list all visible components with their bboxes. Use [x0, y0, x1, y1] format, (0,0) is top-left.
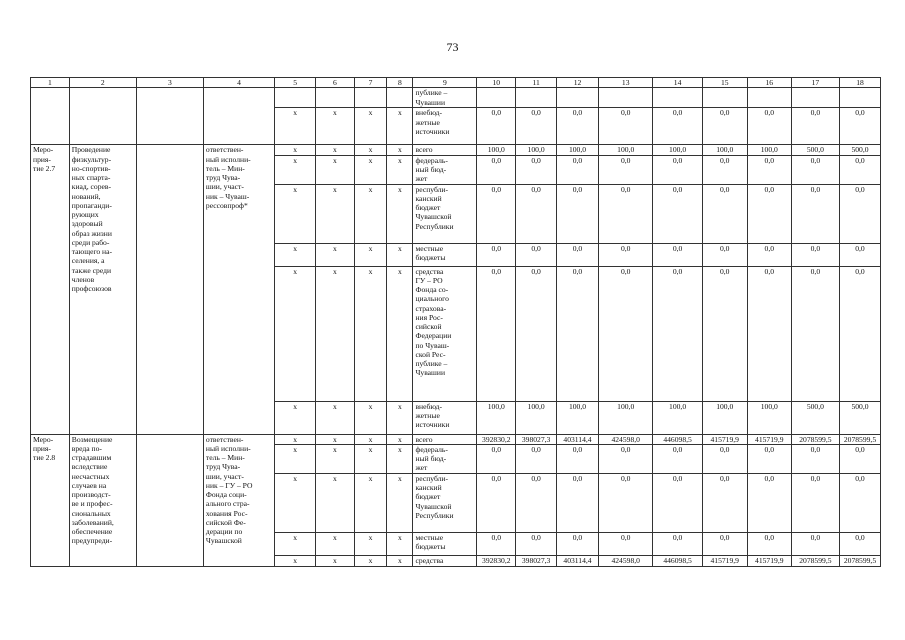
amount-cell: 500,0	[839, 401, 880, 434]
amount-cell: 0,0	[791, 184, 839, 243]
amount-cell: 0,0	[477, 266, 516, 401]
funding-source: федераль- ный бюд- жет	[413, 155, 477, 184]
amount-cell: 0,0	[653, 444, 702, 473]
funding-source: местные бюджеты	[413, 243, 477, 266]
code-cell: x	[387, 444, 413, 473]
amount-cell: 398027,3	[516, 555, 557, 566]
column-number: 14	[653, 78, 702, 88]
amount-cell: 0,0	[702, 184, 747, 243]
code-cell	[354, 88, 386, 108]
amount-cell: 0,0	[557, 155, 599, 184]
amount-cell: 2078599,5	[791, 434, 839, 444]
amount-cell: 0,0	[747, 444, 791, 473]
amount-cell: 0,0	[791, 155, 839, 184]
code-cell	[387, 88, 413, 108]
code-cell: x	[275, 555, 316, 566]
amount-cell: 2078599,5	[839, 434, 880, 444]
amount-cell: 0,0	[516, 444, 557, 473]
code-cell: x	[316, 243, 355, 266]
code-cell: x	[354, 473, 386, 532]
column-number: 10	[477, 78, 516, 88]
amount-cell: 424598,0	[598, 555, 653, 566]
code-cell	[275, 88, 316, 108]
code-cell: x	[354, 401, 386, 434]
funding-source: средства ГУ – РО Фонда со- циального страхова- ния Рос- сийской Федерации по Чуваш- ской Рес- публике – Чувашии	[413, 266, 477, 401]
measure-executor	[203, 88, 274, 145]
amount-cell: 500,0	[791, 145, 839, 155]
code-cell: x	[316, 184, 355, 243]
measure-name	[69, 88, 136, 145]
measure-name: Проведение физкультур- но-спортив- ных спарта- киад, сорев- нований, пропаганди- рующих здоровый образ жизни среди рабо- тающего на- селения, а также среди членов профсоюзов	[69, 145, 136, 434]
measure-executor: ответствен- ный исполни- тель – Мин- труд Чува- шии, участ- ник – ГУ – РО Фонда соци- ального стра- хования Рос- сийской Фе- дерации по Чувашской	[203, 434, 274, 566]
amount-cell: 0,0	[702, 108, 747, 145]
column-number: 5	[275, 78, 316, 88]
amount-cell: 0,0	[516, 155, 557, 184]
code-cell: x	[316, 155, 355, 184]
amount-cell: 0,0	[791, 532, 839, 555]
amount-cell: 2078599,5	[791, 555, 839, 566]
amount-cell: 0,0	[747, 155, 791, 184]
code-cell: x	[387, 401, 413, 434]
amount-cell: 0,0	[557, 266, 599, 401]
code-cell: x	[275, 266, 316, 401]
amount-cell: 0,0	[516, 184, 557, 243]
amount-cell: 100,0	[598, 401, 653, 434]
amount-cell	[598, 88, 653, 108]
column-number: 17	[791, 78, 839, 88]
code-cell: x	[316, 266, 355, 401]
amount-cell: 0,0	[702, 266, 747, 401]
amount-cell: 0,0	[653, 184, 702, 243]
code-cell: x	[275, 155, 316, 184]
amount-cell: 100,0	[653, 401, 702, 434]
code-cell: x	[275, 145, 316, 155]
amount-cell: 0,0	[702, 532, 747, 555]
code-cell: x	[354, 243, 386, 266]
amount-cell: 0,0	[839, 108, 880, 145]
amount-cell: 0,0	[747, 532, 791, 555]
amount-cell: 415719,9	[747, 434, 791, 444]
amount-cell: 403114,4	[557, 555, 599, 566]
amount-cell: 0,0	[477, 532, 516, 555]
code-cell: x	[275, 532, 316, 555]
column-number: 6	[316, 78, 355, 88]
amount-cell	[791, 88, 839, 108]
code-cell: x	[316, 108, 355, 145]
amount-cell: 446098,5	[653, 434, 702, 444]
amount-cell: 0,0	[557, 108, 599, 145]
code-cell: x	[354, 444, 386, 473]
amount-cell: 424598,0	[598, 434, 653, 444]
measure-column-3	[136, 145, 203, 434]
amount-cell: 0,0	[557, 473, 599, 532]
amount-cell: 0,0	[557, 184, 599, 243]
funding-source: всего	[413, 434, 477, 444]
amount-cell	[747, 88, 791, 108]
amount-cell: 392830,2	[477, 555, 516, 566]
amount-cell: 0,0	[653, 532, 702, 555]
amount-cell: 0,0	[653, 155, 702, 184]
amount-cell: 0,0	[702, 243, 747, 266]
code-cell: x	[316, 434, 355, 444]
code-cell: x	[275, 108, 316, 145]
column-number: 3	[136, 78, 203, 88]
amount-cell: 415719,9	[702, 555, 747, 566]
amount-cell: 0,0	[839, 155, 880, 184]
column-number: 4	[203, 78, 274, 88]
amount-cell	[516, 88, 557, 108]
column-number: 18	[839, 78, 880, 88]
page-number: 73	[446, 40, 459, 54]
code-cell: x	[354, 108, 386, 145]
amount-cell: 0,0	[598, 532, 653, 555]
funding-source: всего	[413, 145, 477, 155]
column-number: 8	[387, 78, 413, 88]
amount-cell: 0,0	[598, 155, 653, 184]
amount-cell: 0,0	[516, 108, 557, 145]
measure-column-3	[136, 88, 203, 145]
amount-cell	[653, 88, 702, 108]
code-cell: x	[316, 532, 355, 555]
code-cell: x	[275, 434, 316, 444]
measure-executor: ответствен- ный исполни- тель – Мин- труд Чува- шии, участ- ник – Чуваш- рессовпроф*	[203, 145, 274, 434]
code-cell	[316, 88, 355, 108]
column-number: 16	[747, 78, 791, 88]
measure-code: Меро- прия- тие 2.8	[31, 434, 70, 566]
amount-cell: 0,0	[653, 108, 702, 145]
amount-cell: 0,0	[702, 473, 747, 532]
amount-cell: 0,0	[653, 473, 702, 532]
amount-cell: 100,0	[653, 145, 702, 155]
code-cell: x	[387, 473, 413, 532]
amount-cell: 0,0	[747, 184, 791, 243]
amount-cell	[477, 88, 516, 108]
table-row	[31, 434, 881, 444]
funding-source: внебюд- жетные источники	[413, 108, 477, 145]
amount-cell: 0,0	[598, 266, 653, 401]
amount-cell	[702, 88, 747, 108]
amount-cell: 100,0	[557, 401, 599, 434]
amount-cell: 0,0	[516, 473, 557, 532]
table-row	[31, 145, 881, 155]
amount-cell: 0,0	[839, 473, 880, 532]
code-cell: x	[387, 155, 413, 184]
amount-cell: 0,0	[702, 155, 747, 184]
amount-cell: 0,0	[477, 243, 516, 266]
amount-cell: 500,0	[839, 145, 880, 155]
amount-cell: 0,0	[653, 266, 702, 401]
funding-source: публике – Чувашии	[413, 88, 477, 108]
code-cell: x	[275, 401, 316, 434]
amount-cell: 0,0	[516, 532, 557, 555]
amount-cell: 0,0	[477, 444, 516, 473]
code-cell: x	[387, 555, 413, 566]
amount-cell	[839, 88, 880, 108]
code-cell: x	[316, 473, 355, 532]
code-cell: x	[354, 434, 386, 444]
code-cell: x	[354, 532, 386, 555]
code-cell: x	[387, 266, 413, 401]
amount-cell: 0,0	[477, 108, 516, 145]
column-number: 12	[557, 78, 599, 88]
code-cell: x	[275, 444, 316, 473]
amount-cell: 403114,4	[557, 434, 599, 444]
funding-source: федераль- ный бюд- жет	[413, 444, 477, 473]
code-cell: x	[316, 555, 355, 566]
amount-cell: 0,0	[557, 243, 599, 266]
code-cell: x	[354, 184, 386, 243]
measure-code: Меро- прия- тие 2.7	[31, 145, 70, 434]
amount-cell: 0,0	[598, 473, 653, 532]
code-cell: x	[316, 145, 355, 155]
code-cell: x	[275, 184, 316, 243]
table-row	[31, 88, 881, 108]
amount-cell: 0,0	[791, 444, 839, 473]
code-cell: x	[354, 155, 386, 184]
amount-cell: 446098,5	[653, 555, 702, 566]
code-cell: x	[354, 266, 386, 401]
amount-cell: 0,0	[747, 108, 791, 145]
code-cell: x	[387, 532, 413, 555]
amount-cell: 0,0	[791, 266, 839, 401]
amount-cell: 415719,9	[702, 434, 747, 444]
column-number-row	[31, 78, 881, 88]
amount-cell: 0,0	[791, 108, 839, 145]
code-cell: x	[275, 473, 316, 532]
measure-code	[31, 88, 70, 145]
amount-cell: 0,0	[747, 473, 791, 532]
amount-cell: 0,0	[477, 155, 516, 184]
amount-cell: 0,0	[477, 184, 516, 243]
amount-cell: 100,0	[516, 145, 557, 155]
amount-cell: 0,0	[839, 184, 880, 243]
amount-cell	[557, 88, 599, 108]
code-cell: x	[387, 108, 413, 145]
column-number: 1	[31, 78, 70, 88]
amount-cell: 100,0	[747, 145, 791, 155]
amount-cell: 0,0	[598, 108, 653, 145]
amount-cell: 0,0	[598, 444, 653, 473]
amount-cell: 100,0	[702, 401, 747, 434]
column-number: 15	[702, 78, 747, 88]
amount-cell: 0,0	[598, 243, 653, 266]
amount-cell: 100,0	[747, 401, 791, 434]
amount-cell: 392830,2	[477, 434, 516, 444]
code-cell: x	[275, 243, 316, 266]
amount-cell: 0,0	[747, 243, 791, 266]
table-body	[31, 78, 881, 567]
measure-column-3	[136, 434, 203, 566]
amount-cell: 100,0	[702, 145, 747, 155]
amount-cell: 0,0	[702, 444, 747, 473]
code-cell: x	[316, 401, 355, 434]
amount-cell: 100,0	[477, 145, 516, 155]
code-cell: x	[316, 444, 355, 473]
amount-cell: 0,0	[598, 184, 653, 243]
code-cell: x	[387, 184, 413, 243]
funding-source: местные бюджеты	[413, 532, 477, 555]
amount-cell: 0,0	[747, 266, 791, 401]
amount-cell: 0,0	[839, 243, 880, 266]
code-cell: x	[354, 555, 386, 566]
amount-cell: 0,0	[557, 532, 599, 555]
column-number: 13	[598, 78, 653, 88]
code-cell: x	[387, 434, 413, 444]
column-number: 7	[354, 78, 386, 88]
amount-cell: 0,0	[791, 243, 839, 266]
code-cell: x	[354, 145, 386, 155]
code-cell: x	[387, 145, 413, 155]
measure-name: Возмещение вреда по- страдавшим вследствие несчастных случаев на производст- ве и профес- сиональных заболеваний, обеспечение предупреди-	[69, 434, 136, 566]
column-number: 9	[413, 78, 477, 88]
amount-cell: 100,0	[598, 145, 653, 155]
amount-cell: 0,0	[839, 266, 880, 401]
amount-cell: 0,0	[653, 243, 702, 266]
amount-cell: 0,0	[839, 532, 880, 555]
column-number: 11	[516, 78, 557, 88]
amount-cell: 100,0	[557, 145, 599, 155]
amount-cell: 0,0	[516, 266, 557, 401]
budget-table	[30, 77, 881, 567]
column-number: 2	[69, 78, 136, 88]
amount-cell: 500,0	[791, 401, 839, 434]
code-cell: x	[387, 243, 413, 266]
amount-cell: 100,0	[516, 401, 557, 434]
amount-cell: 0,0	[839, 444, 880, 473]
amount-cell: 100,0	[477, 401, 516, 434]
funding-source: внебюд- жетные источники	[413, 401, 477, 434]
funding-source: средства	[413, 555, 477, 566]
funding-source: республи- канский бюджет Чувашской Республики	[413, 473, 477, 532]
amount-cell: 0,0	[477, 473, 516, 532]
funding-source: республи- канский бюджет Чувашской Республики	[413, 184, 477, 243]
amount-cell: 0,0	[557, 444, 599, 473]
amount-cell: 2078599,5	[839, 555, 880, 566]
amount-cell: 415719,9	[747, 555, 791, 566]
amount-cell: 0,0	[791, 473, 839, 532]
amount-cell: 0,0	[516, 243, 557, 266]
amount-cell: 398027,3	[516, 434, 557, 444]
